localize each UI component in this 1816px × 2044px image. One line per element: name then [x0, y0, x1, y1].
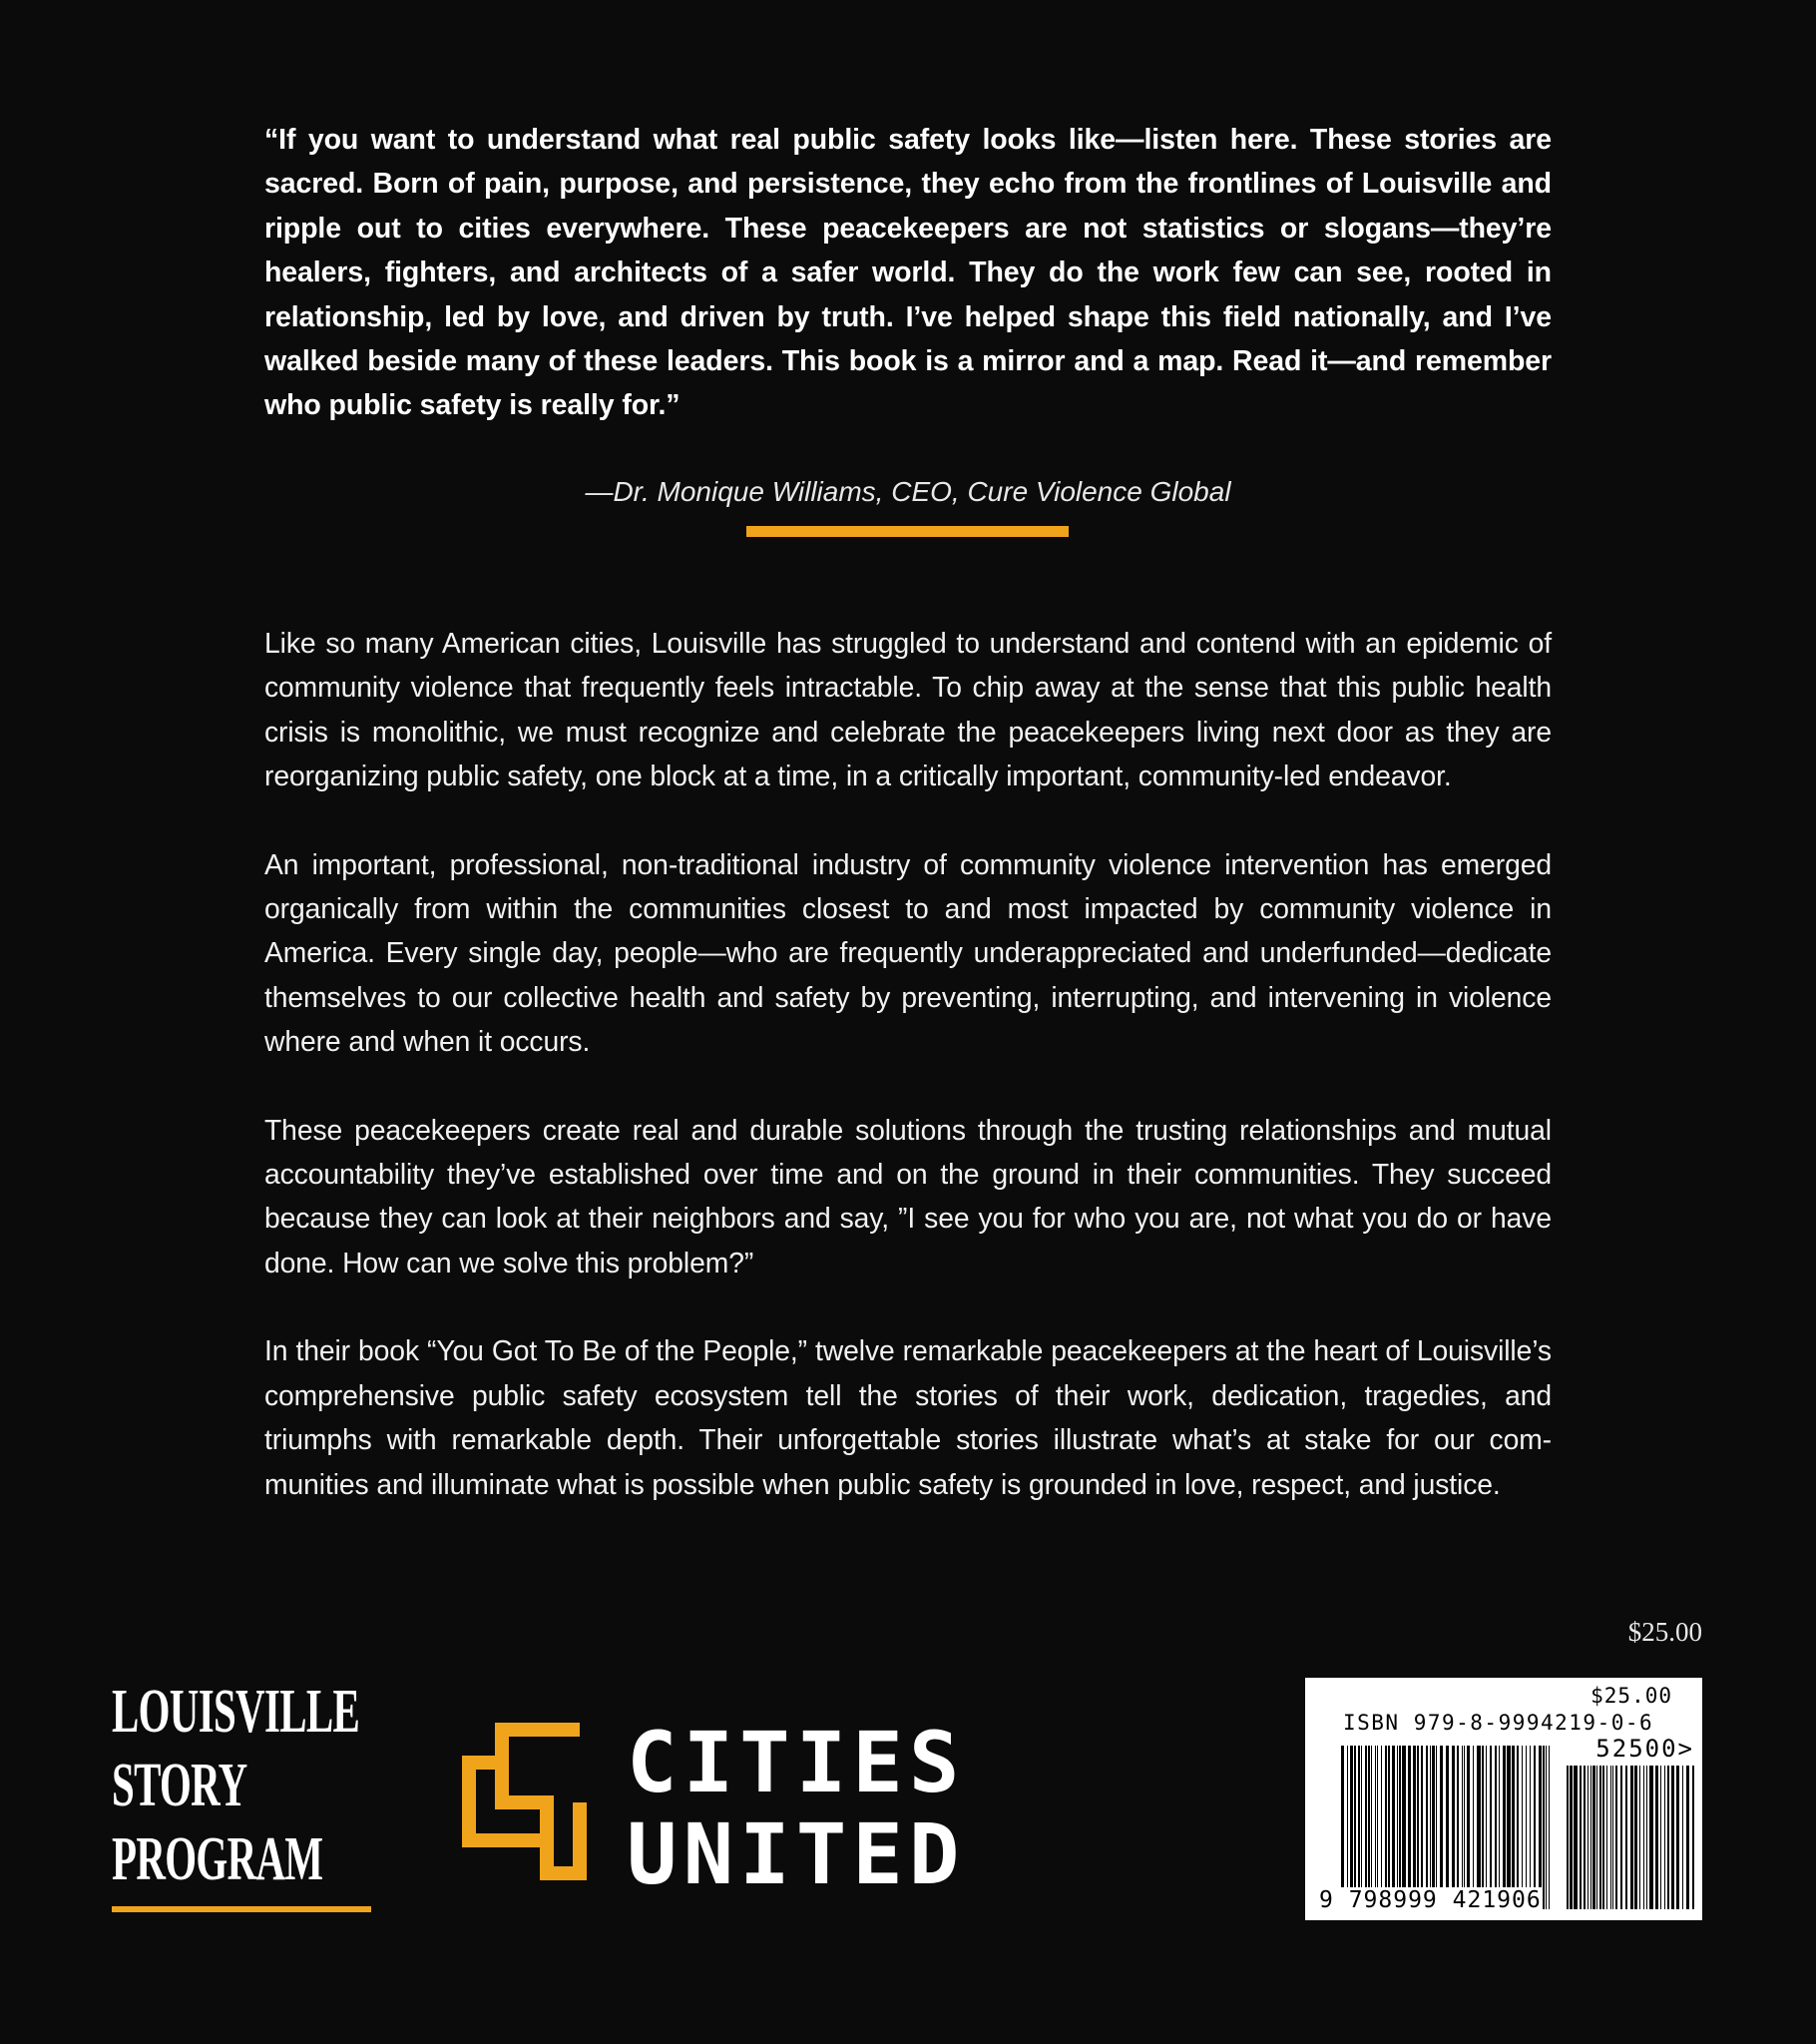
barcode-bar	[1643, 1766, 1644, 1909]
barcode-bar	[1580, 1766, 1582, 1909]
barcode-bar	[1361, 1746, 1362, 1909]
barcode-bar	[1417, 1746, 1419, 1909]
barcode-bar	[1517, 1746, 1519, 1909]
barcode-bar	[1457, 1746, 1459, 1909]
barcode-bar	[1430, 1746, 1431, 1909]
barcode-bar	[1512, 1746, 1515, 1909]
barcode-bar	[1625, 1766, 1627, 1909]
barcode-bar	[1596, 1766, 1597, 1909]
cover-price: $25.00	[1627, 1617, 1702, 1647]
barcode-bar	[1341, 1746, 1344, 1909]
barcode-bar	[1381, 1746, 1382, 1909]
barcode-bar	[1350, 1746, 1353, 1909]
barcode-bar	[1664, 1766, 1665, 1909]
barcode-bar	[1365, 1746, 1367, 1909]
barcode-bar	[1530, 1746, 1531, 1909]
barcode-bar	[1392, 1746, 1395, 1909]
barcode-price: $25.00	[1590, 1684, 1672, 1708]
barcode-bar	[1388, 1746, 1390, 1909]
barcode-bar	[1375, 1746, 1376, 1909]
barcode-bar	[1402, 1746, 1406, 1909]
barcode-bar	[1612, 1766, 1613, 1909]
description-paragraph: An important, professional, non-traditional industry of community violence intervention has emerged organically from within the communities closest to and most impacted by community violence in America. Every single day, people—who are frequently underappreciated and underfunded—dedicate themselves to our collective health and safety by preventing, interrupting, and intervening in violence where and when it occurs.	[264, 847, 1552, 1058]
barcode-bar	[1473, 1746, 1474, 1909]
barcode-bar	[1467, 1746, 1470, 1909]
barcode-bar	[1570, 1766, 1573, 1909]
description-paragraph: In their book “You Got To Be of the People,” twelve remarkable peacekeepers at the heart of Louisville’s comprehensive public safety ecosystem tell the stories of their work, dedication, tragedies, and triumphs with remarkable depth. Their unforgettable stories illustrate what’s at stake for our com-munities and illuminate what is possible when public safety is grounded in love, respect, and justice.	[264, 1334, 1552, 1500]
cities-united-mark-icon	[462, 1723, 587, 1880]
barcode-digits: 9 798999 421906	[1319, 1887, 1542, 1913]
barcode-bar	[1452, 1746, 1455, 1909]
barcode-bar	[1602, 1766, 1604, 1909]
cities-united-logo	[462, 1714, 966, 1903]
barcode-bar	[1462, 1746, 1463, 1909]
barcode-bar	[1584, 1766, 1586, 1909]
barcode-bar	[1639, 1766, 1640, 1909]
logo-line: PROGRAM	[112, 1825, 323, 1893]
barcode-bar	[1549, 1746, 1550, 1909]
isbn-barcode	[1305, 1678, 1702, 1920]
barcode-bar	[1606, 1766, 1607, 1909]
barcode-bar	[1399, 1746, 1401, 1909]
barcode-bar	[1464, 1746, 1465, 1909]
barcode-bar	[1432, 1746, 1435, 1909]
barcode-bar	[1599, 1766, 1601, 1909]
barcode-bar	[1354, 1746, 1356, 1909]
barcode-bar	[1397, 1746, 1398, 1909]
barcode-addon-code: 52500>	[1595, 1735, 1694, 1763]
logo-line: UNITED	[627, 1805, 966, 1903]
barcode-bar	[1477, 1746, 1481, 1909]
barcode-bar	[1655, 1766, 1658, 1909]
barcode-bar	[1686, 1766, 1689, 1909]
barcode-bar	[1436, 1746, 1437, 1909]
barcode-bar	[1588, 1766, 1589, 1909]
barcode-bar	[1592, 1766, 1595, 1909]
barcode-bar	[1446, 1746, 1449, 1909]
barcode-bar	[1408, 1746, 1411, 1909]
barcode-bar	[1615, 1766, 1617, 1909]
book-description	[264, 621, 1552, 1550]
barcode-bar	[1590, 1766, 1591, 1909]
cities-united-wordmark	[627, 1714, 966, 1903]
barcode-bar	[1507, 1746, 1511, 1909]
barcode-bar	[1692, 1766, 1694, 1909]
barcode-bar	[1426, 1746, 1428, 1909]
barcode-bar	[1539, 1746, 1542, 1909]
barcode-isbn: ISBN 979-8-9994219-0-6	[1343, 1711, 1654, 1735]
barcode-bar	[1634, 1766, 1637, 1909]
barcode-bar	[1676, 1766, 1679, 1909]
barcode-bar	[1482, 1746, 1484, 1909]
barcode-bar	[1620, 1766, 1622, 1909]
barcode-bar	[1440, 1746, 1443, 1909]
barcode-bar	[1682, 1766, 1683, 1909]
barcode-bar	[1522, 1746, 1523, 1909]
logo-line: CITIES	[627, 1714, 966, 1811]
barcode-bar	[1660, 1766, 1661, 1909]
barcode-bar	[1495, 1746, 1497, 1909]
barcode-bar	[1649, 1766, 1653, 1909]
barcode-bar	[1358, 1746, 1360, 1909]
barcode-bar	[1503, 1746, 1506, 1909]
barcode-bar	[1490, 1746, 1492, 1909]
barcode-bar	[1671, 1766, 1674, 1909]
logo-line: LOUISVILLE	[112, 1678, 360, 1746]
endorsement-quote	[264, 118, 1552, 512]
barcode-bar	[1413, 1746, 1416, 1909]
barcode-bar	[1630, 1766, 1633, 1909]
barcode-bar	[1385, 1746, 1387, 1909]
barcode-bar	[1371, 1746, 1372, 1909]
barcode-bar	[1421, 1746, 1423, 1909]
logo-underline	[112, 1906, 371, 1912]
barcode-bar	[1667, 1766, 1669, 1909]
accent-divider	[746, 526, 1069, 537]
description-paragraph: These peacekeepers create real and durable solutions through the trusting relationships and mutual accountability they’ve established over time and on the ground in their communities. They succeed because they can look at their neighbors and say, ”I see you for who you are, not what you do or have done. How can we solve this problem?”	[264, 1113, 1552, 1278]
barcode-bar	[1534, 1746, 1536, 1909]
quote-text: “If you want to understand what real public safety looks like—listen here. These stories are sacred. Born of pain, purpose, and persistence, they echo from the frontlines of Louisville and ripple out to cities everywhere. These peacekeepers are not statistics or slogans—they’re healers, fighters, and architects of a safer world. They do the work few can see, rooted in relationship, led by love, and driven by truth. I’ve helped shape this field nationally, and I’ve walked beside many of these leaders. This book is a mirror and a map. Read it—and remember who public safety is really for.”	[264, 124, 1552, 422]
barcode-bar	[1499, 1746, 1500, 1909]
barcode-bar	[1543, 1746, 1545, 1909]
barcode-bar	[1610, 1766, 1611, 1909]
louisville-story-program-logo	[112, 1675, 373, 1912]
barcode-bar	[1546, 1746, 1547, 1909]
barcode-bar	[1526, 1746, 1527, 1909]
barcode-bar	[1574, 1766, 1578, 1909]
barcode-bar	[1368, 1746, 1370, 1909]
barcode-bar	[1567, 1766, 1569, 1909]
barcode-bar	[1646, 1766, 1647, 1909]
description-paragraph: Like so many American cities, Louisville has struggled to understand and contend with an epidemic of community violence that frequently feels intractable. To chip away at the sense that this public health crisis is monolithic, we must recognize and celebrate the peacekeepers living next door as they are reorganizing public safety, one block at a time, in a critically important, community-led endeavor.	[264, 627, 1552, 792]
barcode-bar	[1486, 1746, 1487, 1909]
barcode-bar	[1377, 1746, 1378, 1909]
barcode-bar	[1347, 1746, 1348, 1909]
logo-line: STORY	[112, 1752, 247, 1819]
quote-attribution: —Dr. Monique Williams, CEO, Cure Violence Global	[585, 475, 1231, 507]
